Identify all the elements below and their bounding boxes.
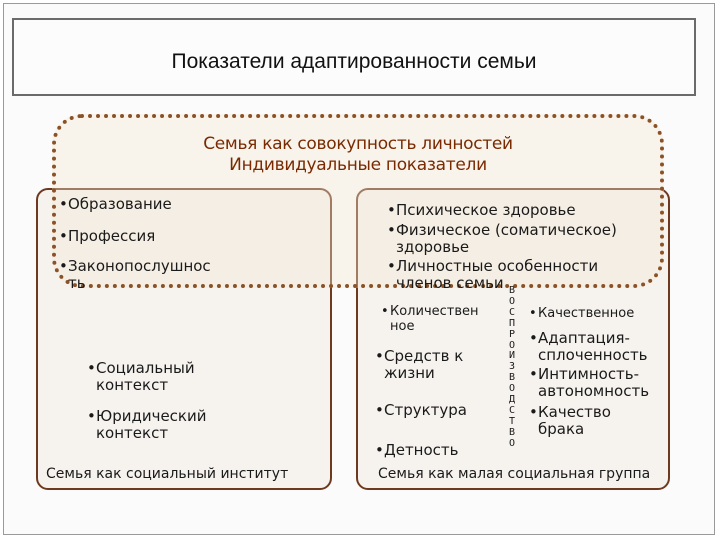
- item-legal-context: [87, 407, 207, 442]
- right-footer-label: Семья как малая социальная группа: [378, 466, 651, 482]
- bullet: •: [529, 365, 538, 383]
- item-means-of-living: [375, 347, 464, 382]
- title-box: [12, 18, 696, 96]
- item-text-line2: контекст: [96, 376, 169, 394]
- item-text: Психическое здоровье: [396, 201, 576, 219]
- bullet: •: [529, 306, 537, 321]
- vertical-letter: П: [508, 317, 516, 329]
- bullet: •: [387, 201, 396, 219]
- bullet: •: [59, 227, 68, 245]
- item-text-line2: ть: [68, 274, 86, 292]
- item-text-line1: Интимность-: [538, 365, 640, 383]
- item-structure: [375, 401, 467, 419]
- vertical-word-reproduction: [506, 286, 518, 450]
- item-personal-traits: [387, 257, 599, 292]
- item-profession: [59, 227, 156, 245]
- bullet: •: [529, 403, 538, 421]
- vertical-letter: О: [508, 383, 516, 395]
- item-physical-health: [387, 221, 617, 256]
- item-qualitative: [529, 306, 635, 321]
- bullet: •: [375, 401, 384, 419]
- item-text-line1: Юридический: [96, 407, 207, 425]
- item-text: Образование: [68, 195, 172, 213]
- bullet: •: [387, 257, 396, 275]
- item-text-line1: Законопослушнос: [68, 257, 211, 275]
- item-mental-health: [387, 201, 576, 219]
- item-text: Детность: [384, 441, 459, 459]
- item-childbearing: [375, 441, 459, 459]
- item-text-line1: Социальный: [96, 359, 195, 377]
- item-text: Качественное: [538, 306, 635, 321]
- bullet: •: [387, 221, 396, 239]
- vertical-letter: Р: [508, 328, 516, 340]
- item-adaptation-cohesion: [529, 329, 648, 364]
- item-text-line2: ное: [390, 319, 415, 334]
- vertical-letter: В: [508, 426, 516, 438]
- vertical-letter: С: [508, 404, 516, 416]
- item-text-line1: Физическое (соматическое): [396, 221, 617, 239]
- item-text: Профессия: [68, 227, 156, 245]
- item-text-line2: членов семьи: [396, 274, 504, 292]
- item-text-line1: Средств к: [384, 347, 464, 365]
- item-text-line2: контекст: [96, 424, 169, 442]
- bullet: •: [59, 195, 68, 213]
- item-text-line2: брака: [538, 420, 585, 438]
- bullet: •: [59, 257, 68, 275]
- bullet: •: [375, 347, 384, 365]
- vertical-letter: В: [508, 372, 516, 384]
- vertical-letter: Т: [508, 415, 516, 427]
- bullet: •: [375, 441, 384, 459]
- item-text-line1: Адаптация-: [538, 329, 630, 347]
- item-social-context: [87, 359, 195, 394]
- vertical-letter: З: [508, 361, 516, 373]
- vertical-letter: С: [508, 306, 516, 318]
- item-education: [59, 195, 172, 213]
- item-law-abiding: [59, 257, 211, 292]
- item-quantitative: [381, 304, 479, 334]
- item-text-line2: жизни: [384, 364, 435, 382]
- item-intimacy-autonomy: [529, 365, 650, 400]
- bullet: •: [87, 407, 96, 425]
- slide-title: Показатели адаптированности семьи: [171, 50, 537, 73]
- item-text: Структура: [384, 401, 467, 419]
- vertical-letter: О: [508, 339, 516, 351]
- left-footer-label: Семья как социальный институт: [46, 466, 289, 482]
- item-text-line2: сплоченность: [538, 346, 648, 364]
- item-text-line2: автономность: [538, 382, 650, 400]
- individual-header-line2: Индивидуальные показатели: [229, 155, 487, 175]
- item-text-line1: Количествен: [390, 304, 479, 319]
- vertical-letter: О: [508, 295, 516, 307]
- vertical-letter: И: [508, 350, 516, 362]
- item-text-line2: здоровье: [396, 238, 470, 256]
- bullet: •: [87, 359, 96, 377]
- vertical-letter: В: [508, 285, 516, 296]
- item-text-line1: Личностные особенности: [396, 257, 599, 275]
- bullet: •: [529, 329, 538, 347]
- item-text-line1: Качество: [538, 403, 611, 421]
- bullet: •: [381, 304, 389, 319]
- individual-header-line1: Семья как совокупность личностей: [203, 134, 513, 154]
- vertical-letter: О: [508, 437, 516, 449]
- vertical-letter: Д: [508, 394, 516, 406]
- item-marriage-quality: [529, 403, 611, 438]
